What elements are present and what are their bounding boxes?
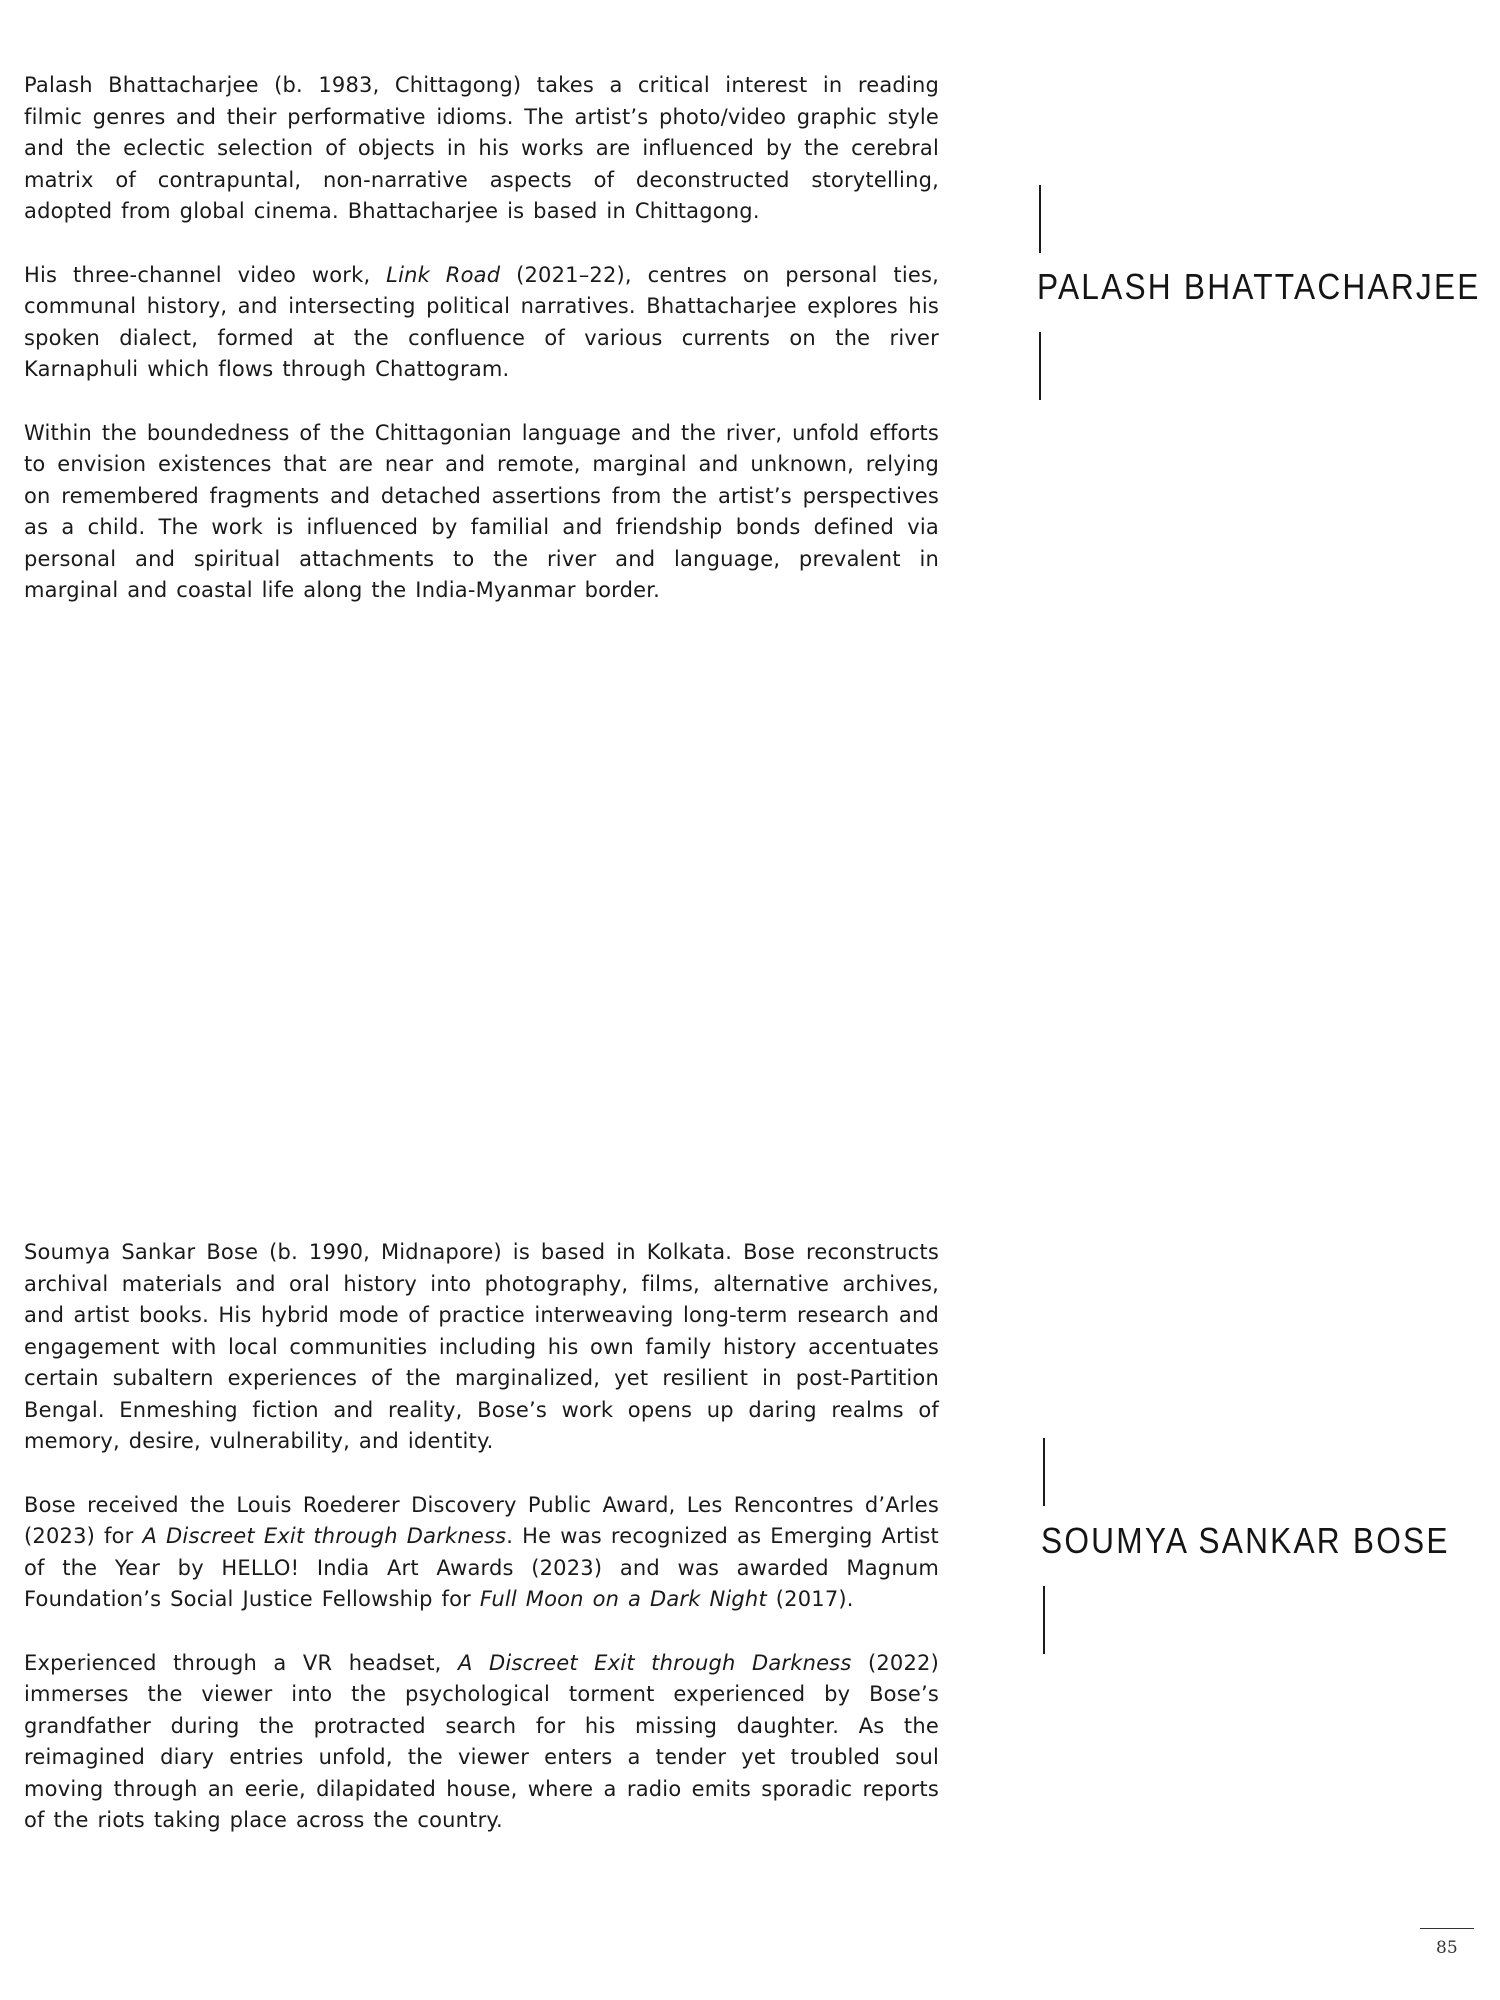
page-number: 85 [1436, 1938, 1458, 1958]
artist-2-paragraph-1: Soumya Sankar Bose (b. 1990, Midnapore) is based in Kolkata. Bose reconstructs archival materials and oral history into photography, films, alternative archives, and artist books. His hybrid mode of practice interweaving long-term research and engagement with local communities including his own family history accentuates certain subaltern experiences of the marginalized, yet resilient in post-Partition Bengal. Enmeshing fiction and reality, Bose’s work opens up daring realms of memory, desire, vulnerability, and identity. [24, 1240, 939, 1453]
artist-1-paragraph-2 [24, 260, 939, 386]
artist-2-p2-text-a: Bose received the Louis Roederer Discovery Public Award, Les Rencontres d’Arles (2023) for [24, 1492, 939, 1548]
artist-2-paragraph-2 [24, 1490, 939, 1616]
work-title-link-road: Link Road [386, 262, 501, 287]
name-divider-bottom [1039, 332, 1041, 400]
artist-2-bio [24, 1237, 939, 1837]
artist-1-paragraph-1: Palash Bhattacharjee (b. 1983, Chittagong) takes a critical interest in reading filmic genres and their performative idioms. The artist’s photo/video graphic style and the eclectic selection of objects in his works are influenced by the cerebral matrix of contrapuntal, non-narrative aspects of deconstructed storytelling, adopted from global cinema. Bhattacharjee is based in Chittagong. [24, 73, 939, 223]
artist-1-bio [24, 70, 939, 607]
work-title-full-moon: Full Moon on a Dark Night [479, 1587, 767, 1611]
artist-1-p2-text-end: (2021–22), centres on personal ties, communal history, and intersecting political narratives. Bhattacharjee explores his spoken dialect, formed at the confluence of various currents on the river Karnaphuli which flows through Chattogram. [24, 262, 940, 381]
artist-1-name-heading: PALASH BHATTACHARJEE [1037, 266, 1481, 307]
name-divider-top-2 [1043, 1438, 1045, 1506]
artist-2-paragraph-3 [24, 1648, 939, 1837]
page-number-rule [1420, 1928, 1474, 1929]
work-title-discreet-exit-2: A Discreet Exit through Darkness [457, 1650, 852, 1675]
artist-2-p2-text-c: . He was recognized as Emerging Artist of the Year by HELLO! India Art Awards (2023) and was awarded Magnum Foundation’s Social Justice Fellowship for [24, 1524, 939, 1611]
work-title-discreet-exit: A Discreet Exit through Darkness [142, 1524, 507, 1548]
artist-2-name-heading: SOUMYA SANKAR BOSE [1041, 1520, 1450, 1561]
artist-2-p2-text-e: (2017). [766, 1587, 854, 1611]
artist-2-p3-text-c: (2022) immerses the viewer into the psychological torment experienced by Bose’s grandfather during the protracted search for his missing daughter. As the reimagined diary entries unfold, the viewer enters a tender yet troubled soul moving through an eerie, dilapidated house, where a radio emits sporadic reports of the riots taking place across the country. [24, 1650, 940, 1832]
artist-1-paragraph-3: Within the boundedness of the Chittagonian language and the river, unfold efforts to envision existences that are near and remote, marginal and unknown, relying on remembered fragments and detached assertions from the artist’s perspectives as a child. The work is influenced by familial and friendship bonds defined via personal and spiritual attachments to the river and language, prevalent in marginal and coastal life along the India-Myanmar border. [24, 420, 939, 602]
name-divider-bottom-2 [1043, 1586, 1045, 1654]
artist-2-p3-text-a: Experienced through a VR headset, [24, 1650, 458, 1675]
name-divider-top [1039, 185, 1041, 253]
artist-1-p2-text: His three-channel video work, [24, 262, 387, 287]
